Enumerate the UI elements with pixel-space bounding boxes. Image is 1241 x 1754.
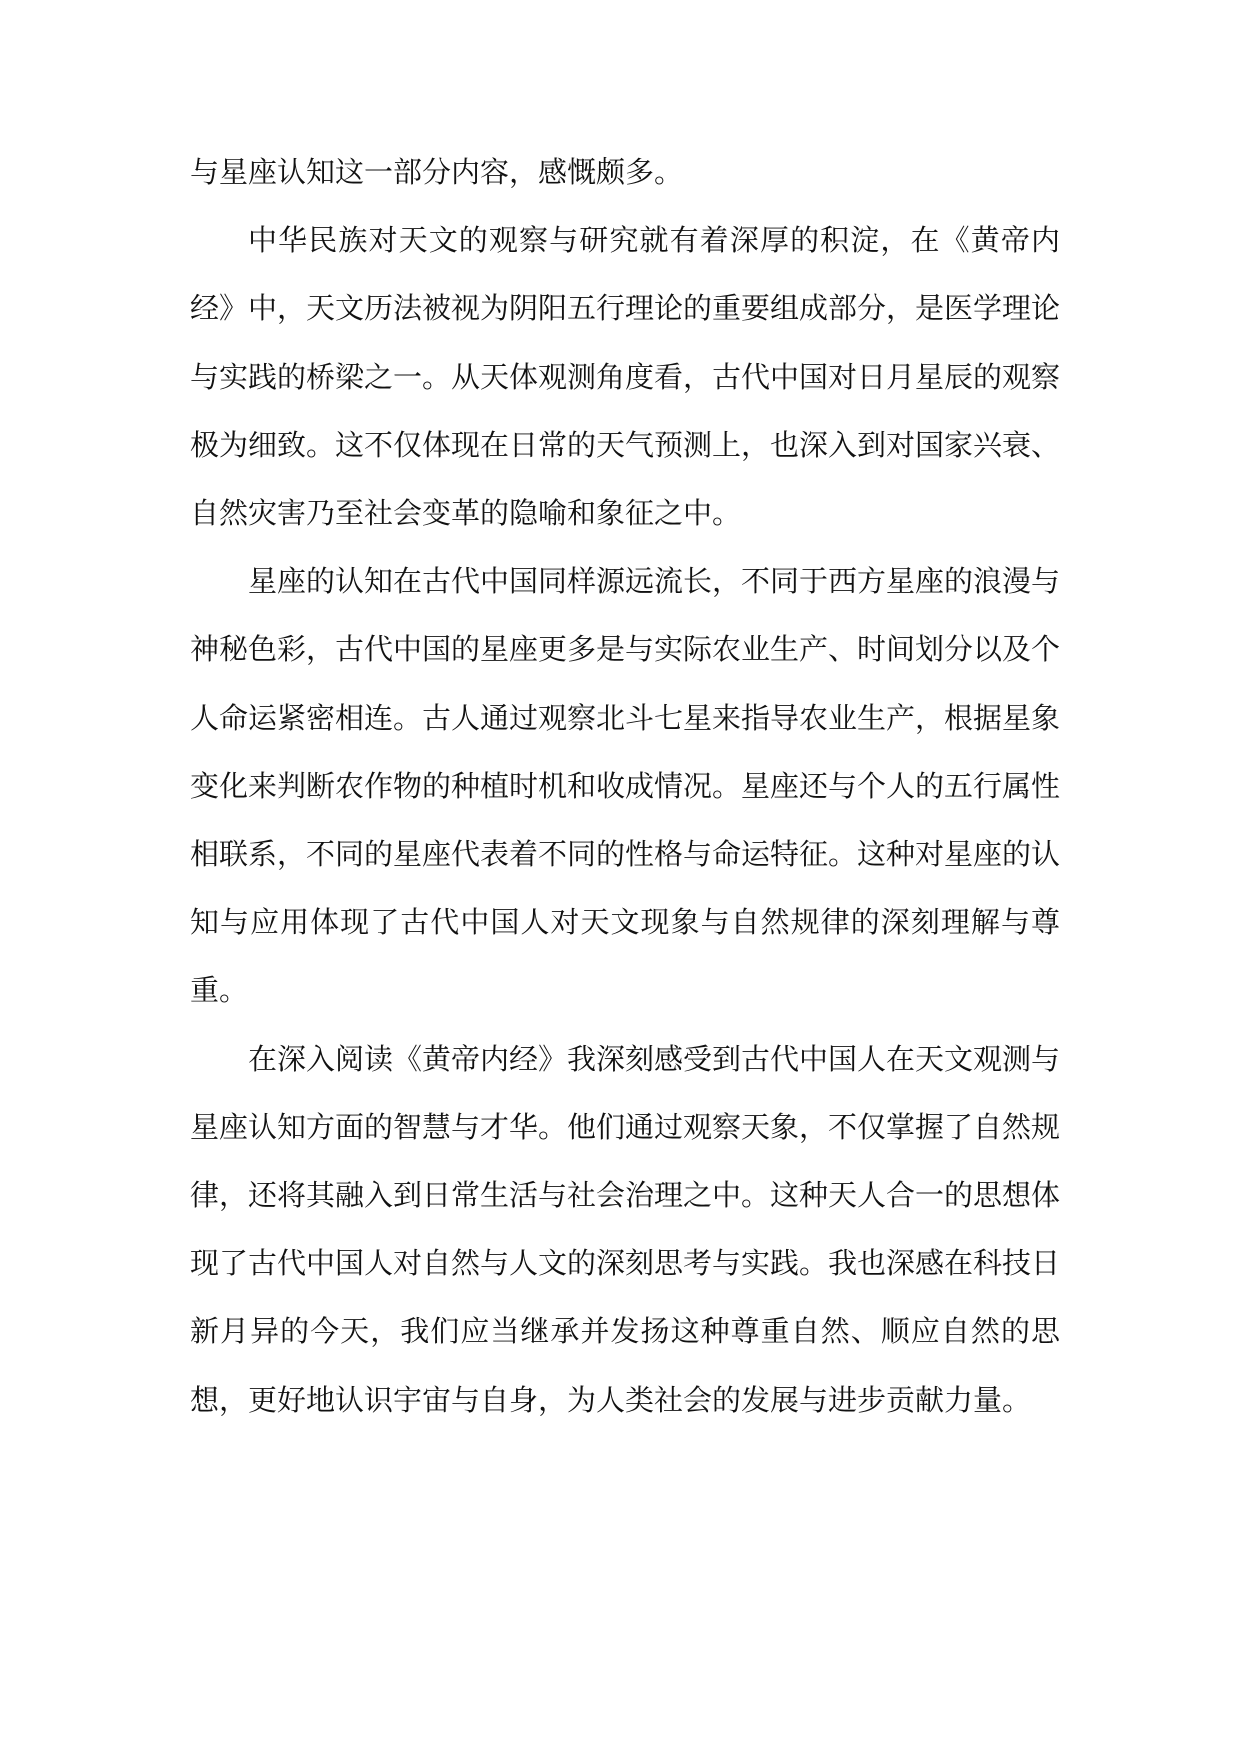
paragraph-constellations: 星座的认知在古代中国同样源远流长，不同于西方星座的浪漫与神秘色彩，古代中国的星座更多是与实际农业生产、时间划分以及个人命运紧密相连。古人通过观察北斗七星来指导农业生产，根据星象变化来判断农作物的种植时机和收成情况。星座还与个人的五行属性相联系，不同的星座代表着不同的性格与命运特征。这种对星座的认知与应用体现了古代中国人对天文现象与自然规律的深刻理解与尊重。 — [190, 564, 1061, 1008]
paragraph-astronomy: 中华民族对天文的观察与研究就有着深厚的积淀，在《黄帝内经》中，天文历法被视为阴阳五行理论的重要组成部分，是医学理论与实践的桥梁之一。从天体观测角度看，古代中国对日月星辰的观察极为细致。这不仅体现在日常的天气预测上，也深入到对国家兴衰、自然灾害乃至社会变革的隐喻和象征之中。 — [190, 223, 1061, 531]
body-text — [190, 138, 1060, 1434]
paragraph-reflection: 在深入阅读《黄帝内经》我深刻感受到古代中国人在天文观测与星座认知方面的智慧与才华。他们通过观察天象，不仅掌握了自然规律，还将其融入到日常生活与社会治理之中。这种天人合一的思想体现了古代中国人对自然与人文的深刻思考与实践。我也深感在科技日新月异的今天，我们应当继承并发扬这种尊重自然、顺应自然的思想，更好地认识宇宙与自身，为人类社会的发展与进步贡献力量。 — [190, 1041, 1061, 1417]
paragraph-continuation: 与星座认知这一部分内容，感慨颇多。 — [190, 155, 684, 189]
